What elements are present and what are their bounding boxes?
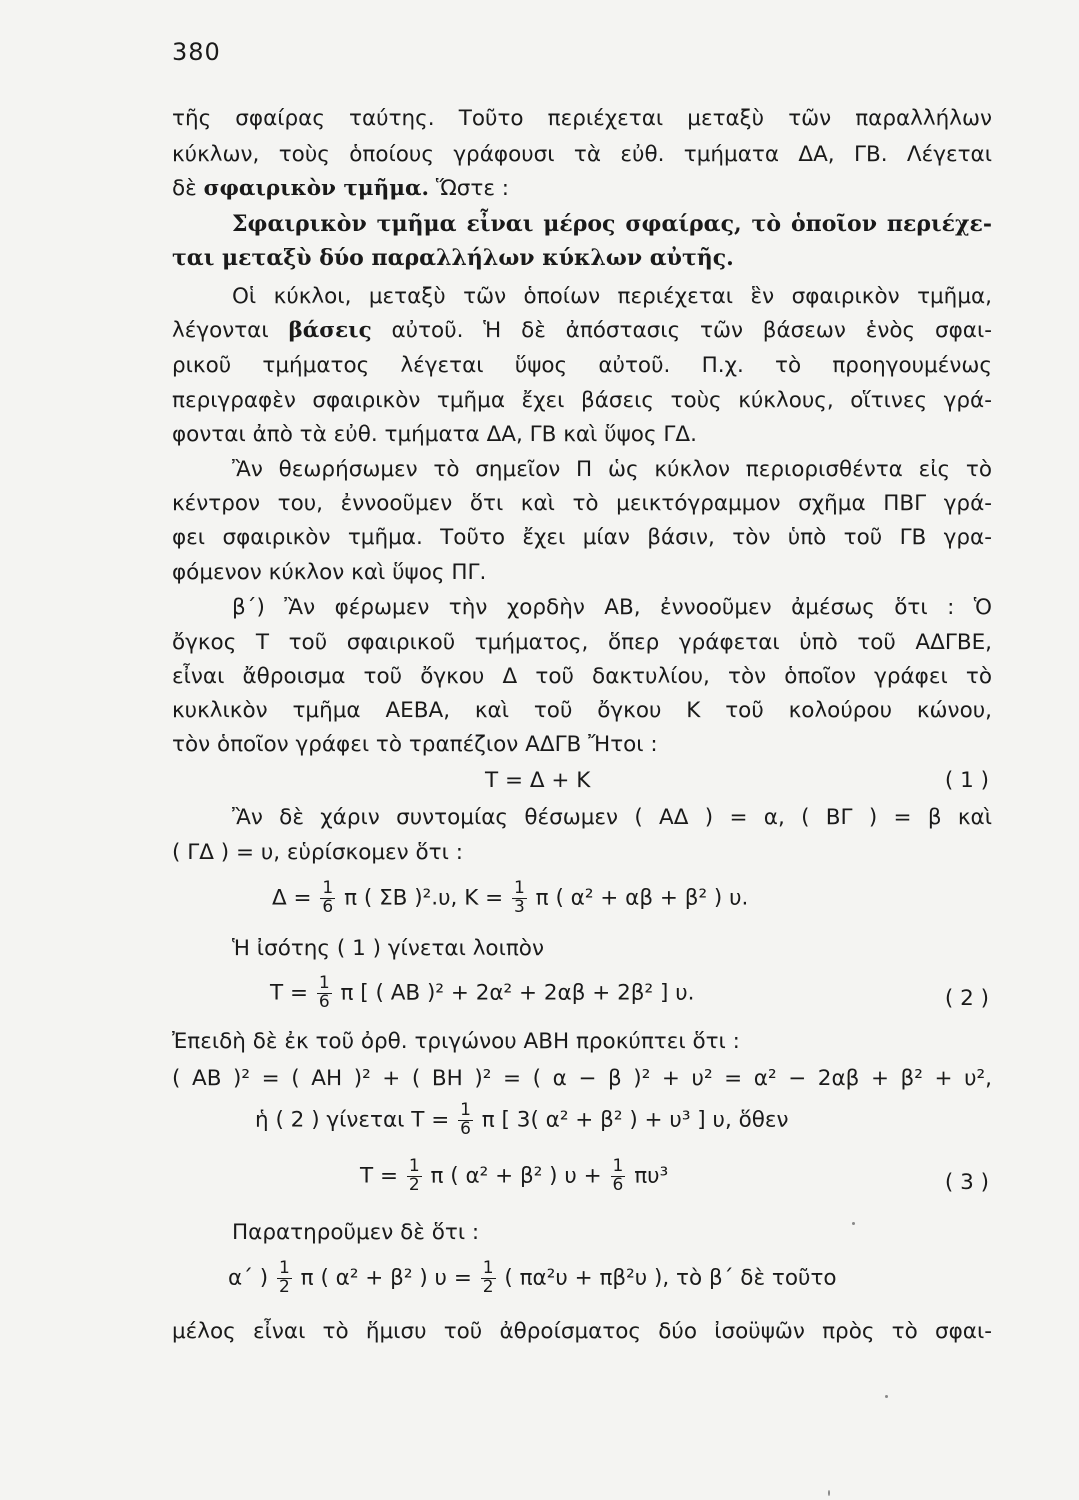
equation-i: ἡ ( 2 ) γίνεται Τ = $\frac{1}{6}$ π [ 3( α² + β² ) + υ³ ] υ, ὅθεν — [255, 1100, 789, 1139]
term-bases: βάσεις — [288, 318, 372, 343]
fraction: $\frac{1}{6}$ — [322, 878, 334, 917]
text-line: β΄) Ἂν φέρωμεν τὴν χορδὴν ΑΒ, ἐννοοῦμεν ἀμέσως ὅτι : Ὁ — [232, 595, 992, 620]
definition-line: ται μεταξὺ δύο παραλλήλων κύκλων αὐτῆς. — [172, 245, 734, 271]
text-line: περιγραφὲν σφαιρικὸν τμῆμα ἔχει βάσεις τοὺς κύκλους, οἵτινες γρά- — [172, 388, 992, 413]
term-spherical-segment: σφαιρικὸν τμῆμα. — [203, 176, 430, 201]
text-line: Ἡ ἰσότης ( 1 ) γίνεται λοιπὸν — [232, 936, 544, 961]
text-line: κέντρον του, ἐννοοῦμεν ὅτι καὶ τὸ μεικτόγραμμον σχῆμα ΠΒΓ γρά- — [172, 491, 992, 516]
equation-number: ( 1 ) — [944, 768, 989, 793]
fraction: $\frac{1}{6}$ — [612, 1156, 624, 1195]
paper-speck — [852, 1222, 855, 1225]
fraction: $\frac{1}{2}$ — [482, 1258, 494, 1297]
text-line: Παρατηροῦμεν δὲ ὅτι : — [232, 1220, 480, 1245]
equation-number: ( 3 ) — [944, 1170, 989, 1195]
equation-3: Τ = $\frac{1}{2}$ π ( α² + β² ) υ + $\frac{1}{6}$ πυ³ — [360, 1156, 669, 1195]
equation-ab: ( ΑΒ )² = ( ΑΗ )² + ( ΒΗ )² = ( α − β )² + υ² = α² − 2αβ + β² + υ², — [172, 1066, 992, 1091]
text-line: φει σφαιρικὸν τμῆμα. Τοῦτο ἔχει μίαν βάσιν, τὸν ὑπὸ τοῦ ΓΒ γρα- — [172, 525, 992, 550]
text-line: Ἐπειδὴ δὲ ἐκ τοῦ ὀρθ. τριγώνου ΑΒΗ προκύπτει ὅτι : — [172, 1029, 740, 1054]
page-number: 380 — [172, 38, 221, 66]
text-line: Ἂν δὲ χάριν συντομίας θέσωμεν ( ΑΔ ) = α, ( ΒΓ ) = β καὶ — [232, 805, 992, 830]
text-line: ὄγκος Τ τοῦ σφαιρικοῦ τμήματος, ὅπερ γράφεται ὑπὸ τοῦ ΑΔΓΒΕ, — [172, 630, 992, 655]
fraction: $\frac{1}{3}$ — [514, 878, 525, 917]
text-line: τὸν ὁποῖον γράφει τὸ τραπέζιον ΑΔΓΒ Ἤτοι : — [172, 732, 658, 757]
fraction: $\frac{1}{6}$ — [318, 973, 330, 1012]
fraction: $\frac{1}{2}$ — [408, 1156, 420, 1195]
text-line: φονται ἀπὸ τὰ εὐθ. τμήματα ΔΑ, ΓΒ καὶ ὕψος ΓΔ. — [172, 422, 697, 447]
text-line: Ἂν θεωρήσωμεν τὸ σημεῖον Π ὡς κύκλον περιορισθέντα εἰς τὸ — [232, 457, 992, 482]
text-line: ρικοῦ τμήματος λέγεται ὕψος αὐτοῦ. Π.χ. τὸ προηγουμένως — [172, 353, 992, 378]
text-line: κυκλικὸν τμῆμα ΑΕΒΑ, καὶ τοῦ ὄγκου Κ τοῦ κολούρου κώνου, — [172, 698, 992, 723]
text-line: Οἱ κύκλοι, μεταξὺ τῶν ὁποίων περιέχεται ἓν σφαιρικὸν τμῆμα, — [232, 284, 992, 309]
equation-2: Τ = $\frac{1}{6}$ π [ ( ΑΒ )² + 2α² + 2αβ + 2β² ] υ. — [270, 973, 695, 1012]
text-line: μέλος εἶναι τὸ ἥμισυ τοῦ ἀθροίσματος δύο ἰσοϋψῶν πρὸς τὸ σφαι- — [172, 1319, 992, 1344]
equation-1: Τ = Δ + Κ — [485, 768, 591, 793]
paper-speck — [885, 1395, 888, 1398]
text-line: εἶναι ἄθροισμα τοῦ ὄγκου Δ τοῦ δακτυλίου, τὸν ὁποῖον γράφει τὸ — [172, 664, 992, 689]
text-line: τῆς σφαίρας ταύτης. Τοῦτο περιέχεται μεταξὺ τῶν παραλλήλων — [172, 106, 992, 131]
equation-number: ( 2 ) — [944, 986, 989, 1011]
paper-speck — [828, 1490, 830, 1496]
text-line: κύκλων, τοὺς ὁποίους γράφουσι τὰ εὐθ. τμήματα ΔΑ, ΓΒ. Λέγεται — [172, 142, 992, 167]
fraction: $\frac{1}{6}$ — [460, 1100, 471, 1139]
text-line: φόμενον κύκλον καὶ ὕψος ΠΓ. — [172, 560, 487, 585]
equation-delta-kappa: Δ = $\frac{1}{6}$ π ( ΣΒ )².υ, Κ = $\frac{1}{3}$ π ( α² + αβ + β² ) υ. — [272, 878, 749, 917]
definition-line: Σφαιρικὸν τμῆμα εἶναι μέρος σφαίρας, τὸ ὁποῖον περιέχε- — [232, 211, 992, 237]
fraction: $\frac{1}{2}$ — [279, 1258, 290, 1297]
text-line: λέγονται βάσεις αὐτοῦ. Ἡ δὲ ἀπόστασις τῶν βάσεων ἑνὸς σφαι- — [172, 318, 992, 343]
text-line: ( ΓΔ ) = υ, εὑρίσκομεν ὅτι : — [172, 840, 463, 865]
equation-alpha: α΄ ) $\frac{1}{2}$ π ( α² + β² ) υ = $\frac{1}{2}$ ( πα²υ + πβ²υ ), τὸ β΄ δὲ τοῦτο — [228, 1258, 837, 1297]
text-line: δὲ σφαιρικὸν τμῆμα. Ὥστε : — [172, 176, 510, 201]
